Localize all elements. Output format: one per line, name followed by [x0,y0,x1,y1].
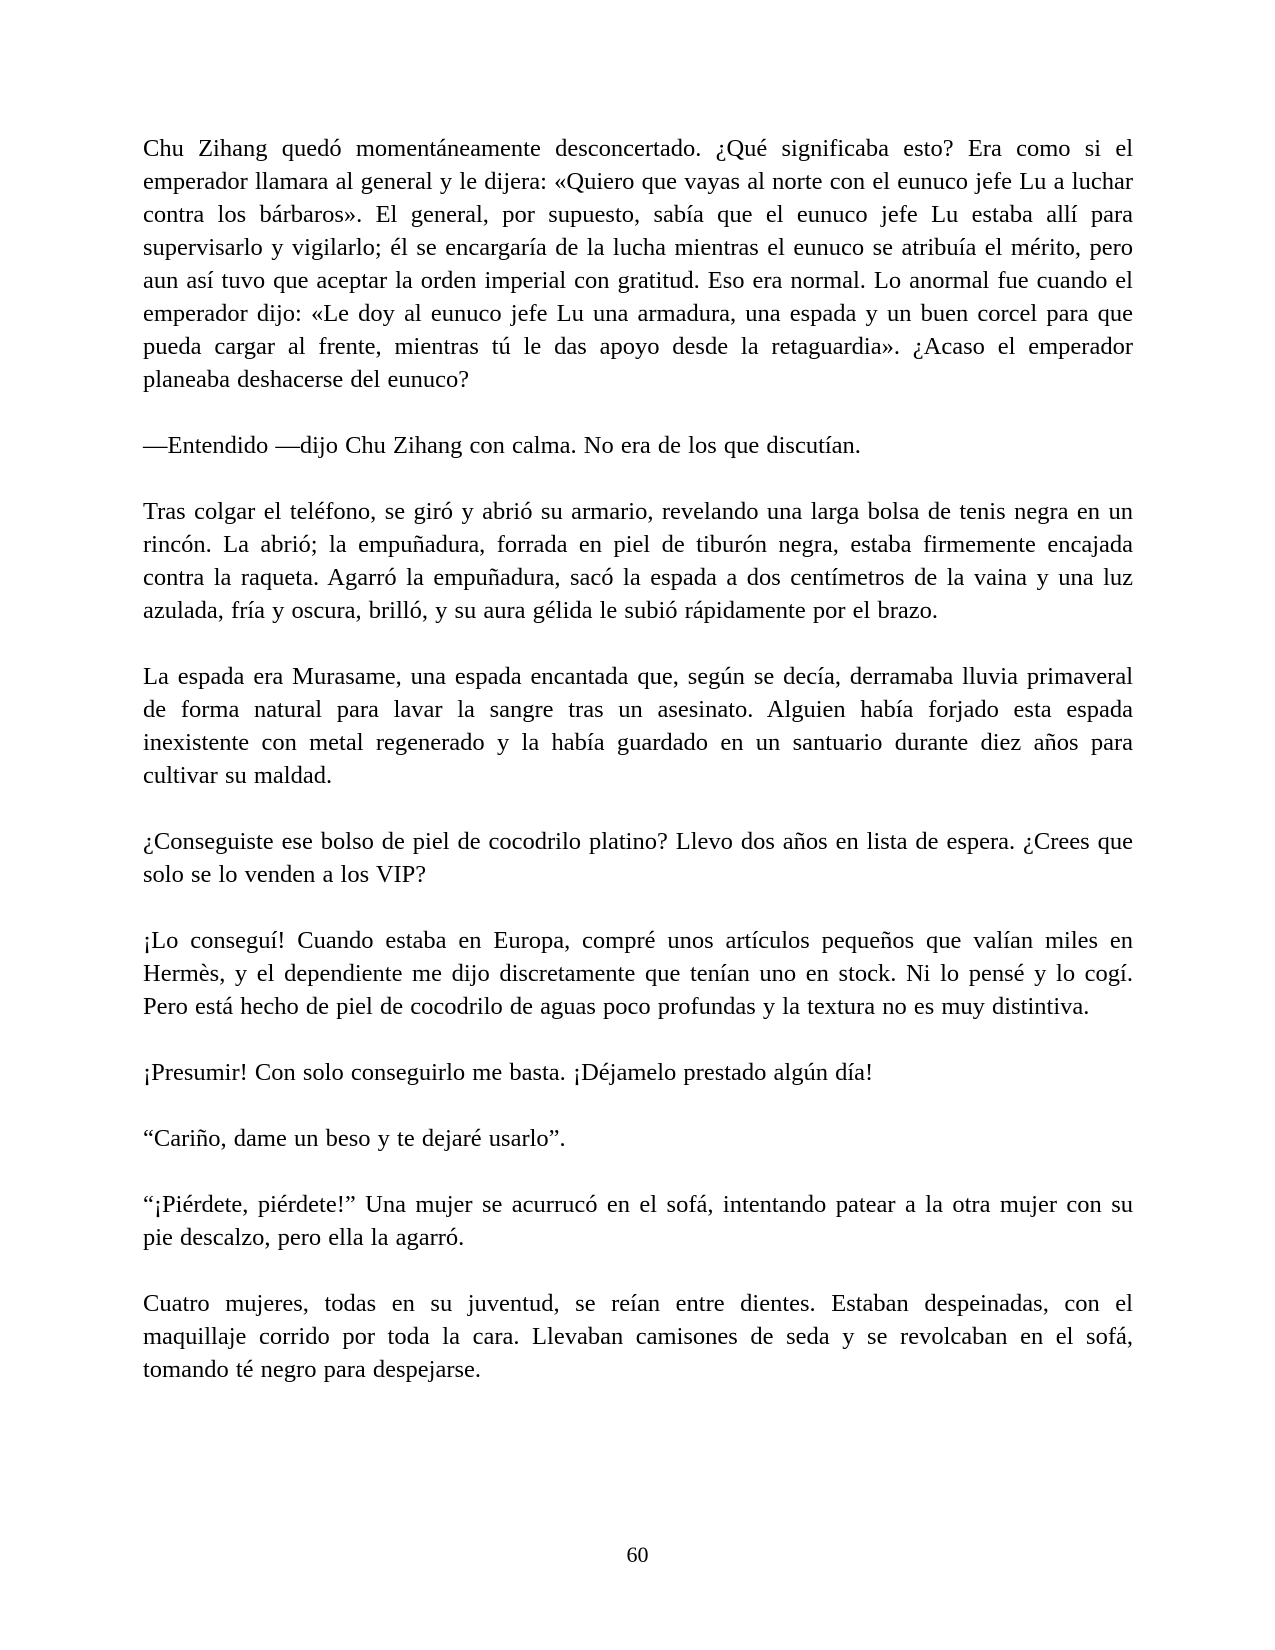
paragraph: Cuatro mujeres, todas en su juventud, se reían entre dientes. Estaban despeinadas, con el maquillaje corrido por toda la cara. Llevaban camisones de seda y se revolcaban en el sofá, tomando té negro para despejarse. [143,1290,1133,1383]
paragraph: Chu Zihang quedó momentáneamente desconcertado. ¿Qué significaba esto? Era como si el emperador llamara al general y le dijera: «Quiero que vayas al norte con el eunuco jefe Lu a luchar contra los bárbaros». El general, por supuesto, sabía que el eunuco jefe Lu estaba allí para supervisarlo y vigilarlo; él se encargaría de la lucha mientras el eunuco se atribuía el mérito, pero aun así tuvo que aceptar la orden imperial con gratitud. Eso era normal. Lo anormal fue cuando el emperador dijo: «Le doy al eunuco jefe Lu una armadura, una espada y un buen corcel para que pueda cargar al frente, mientras tú le das apoyo desde la retaguardia». ¿Acaso el emperador planeaba deshacerse del eunuco? [143,135,1133,393]
page-footer [0,1541,1275,1569]
paragraph: —Entendido —dijo Chu Zihang con calma. No era de los que discutían. [143,432,861,459]
paragraph: ¿Conseguiste ese bolso de piel de cocodrilo platino? Llevo dos años en lista de espera. ¿Crees que solo se lo venden a los VIP? [143,828,1133,888]
paragraph: Tras colgar el teléfono, se giró y abrió su armario, revelando una larga bolsa de tenis negra en un rincón. La abrió; la empuñadura, forrada en piel de tiburón negra, estaba firmemente encajada contra la raqueta. Agarró la empuñadura, sacó la espada a dos centímetros de la vaina y una luz azulada, fría y oscura, brilló, y su aura gélida le subió rápidamente por el brazo. [143,498,1133,624]
paragraph: “Cariño, dame un beso y te dejaré usarlo”. [143,1125,566,1152]
paragraph: La espada era Murasame, una espada encantada que, según se decía, derramaba lluvia primaveral de forma natural para lavar la sangre tras un asesinato. Alguien había forjado esta espada inexistente con metal regenerado y la había guardado en un santuario durante diez años para cultivar su maldad. [143,663,1133,789]
text-content [143,132,1133,1419]
paragraph: ¡Lo conseguí! Cuando estaba en Europa, compré unos artículos pequeños que valían miles en Hermès, y el dependiente me dijo discretamente que tenían uno en stock. Ni lo pensé y lo cogí. Pero está hecho de piel de cocodrilo de aguas poco profundas y la textura no es muy distintiva. [143,927,1133,1020]
paragraph: “¡Piérdete, piérdete!” Una mujer se acurrucó en el sofá, intentando patear a la otra mujer con su pie descalzo, pero ella la agarró. [143,1191,1133,1251]
page-number: 60 [626,1542,649,1567]
paragraph: ¡Presumir! Con solo conseguirlo me basta. ¡Déjamelo prestado algún día! [143,1059,874,1086]
